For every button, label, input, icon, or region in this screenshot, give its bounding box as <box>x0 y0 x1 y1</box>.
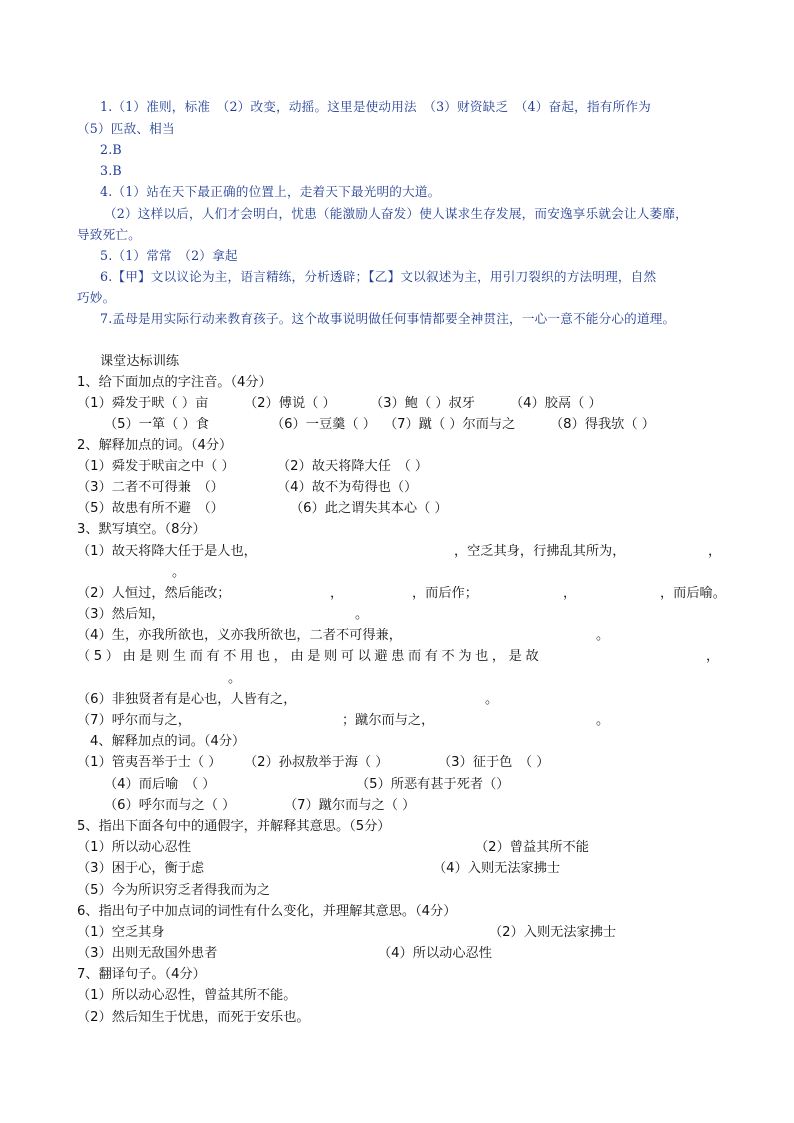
q4-item-4: （4）而后喻 （ ） <box>104 777 216 792</box>
q5-item-1: （1）所以动心忍性 <box>77 840 191 855</box>
q1-item-7: （7）蹴（ ）尔而与之 <box>384 417 516 432</box>
q3-2-text-d: ， <box>563 586 577 601</box>
q3-2-text-b: ， <box>330 586 344 601</box>
q1-item-3: （3）鲍（ ）叔牙 <box>370 396 475 411</box>
q4-item-7: （7）蹴尔而与之（ ） <box>284 798 416 813</box>
q6-item-3: （3）出则无敌国外患者 <box>77 946 218 961</box>
q2-item-3: （3）二者不可得兼 （） <box>77 480 224 495</box>
question-4-heading: 4、解释加点的词。（4分） <box>90 734 246 749</box>
answer-2: 2.B <box>100 142 122 157</box>
q3-1-text-d: 。 <box>172 565 186 580</box>
question-3-heading: 3、默写填空。（8分） <box>77 522 206 537</box>
q6-item-1: （1）空乏其身 <box>77 925 165 940</box>
answer-3: 3.B <box>100 163 122 178</box>
q1-item-1: （1）舜发于畎（ ）亩 <box>77 396 209 411</box>
question-5-heading: 5、指出下面各句中的通假字，并解释其意思。（5分） <box>77 819 391 834</box>
q2-item-4: （4）故不为苟得也（） <box>277 480 418 495</box>
q4-item-6: （6）呼尔而与之（ ） <box>104 798 236 813</box>
q3-1-text-a: （1）故天将降大任于是人也， <box>77 544 257 559</box>
q3-7-text-a: （7）呼尔而与之， <box>77 713 191 728</box>
q3-2-text-c: ，而后作； <box>412 586 478 601</box>
question-7-heading: 7、翻译句子。（4分） <box>77 967 206 982</box>
answer-5: 5.（1）常常 （2）拿起 <box>100 248 238 263</box>
q5-item-5: （5）今为所识穷乏者得我而为之 <box>77 883 271 898</box>
question-6-heading: 6、指出句子中加点词的词性有什么变化，并理解其意思。（4分） <box>77 904 457 919</box>
q5-item-3: （3）困于心，衡于虑 <box>77 861 205 876</box>
section-title: 课堂达标训练 <box>100 354 180 369</box>
q1-item-4: （4）胶鬲（ ） <box>510 396 602 411</box>
q7-item-2: （2）然后知生于忧患，而死于安乐也。 <box>77 1010 310 1025</box>
q3-3-text-a: （3）然后知， <box>77 607 165 622</box>
q3-6-text-b: 。 <box>485 692 499 707</box>
q1-item-6: （6）一豆羹（ ） <box>271 417 376 432</box>
q3-4-text-b: 。 <box>596 628 610 643</box>
q3-2-text-e: ，而后喻。 <box>660 586 726 601</box>
q1-item-2: （2）傅说（ ） <box>244 396 336 411</box>
q5-item-4: （4）入则无法家拂士 <box>433 861 561 876</box>
q6-item-2: （2）入则无法家拂士 <box>489 925 617 940</box>
question-1-heading: 1、给下面加点的字注音。（4分） <box>77 375 272 390</box>
q4-item-3: （3）征于色 （ ） <box>438 755 550 770</box>
answer-4-part2: （2）这样以后，人们才会明白，忧患（能激励人奋发）使人谋求生存发展，而安逸享乐就会让人萎靡， <box>104 206 688 221</box>
q3-4-text-a: （4）生，亦我所欲也，义亦我所欲也，二者不可得兼， <box>77 628 402 643</box>
q3-5-text-b: ， <box>706 649 720 664</box>
q7-item-1: （1）所以动心忍性，曾益其所不能。 <box>77 988 297 1003</box>
answer-4-cont: 导致死亡。 <box>77 227 141 242</box>
q2-item-2: （2）故天将降大任 （ ） <box>277 459 429 474</box>
answer-1-cont: （5）匹敌、相当 <box>77 121 175 136</box>
question-2-heading: 2、解释加点的词。（4分） <box>77 438 233 453</box>
q1-item-8: （8）得我欤（ ） <box>550 417 655 432</box>
q5-item-2: （2）曾益其所不能 <box>475 840 589 855</box>
q3-3-text-b: 。 <box>355 607 369 622</box>
q3-7-text-c: 。 <box>596 713 610 728</box>
answer-1: 1.（1）准则，标准 （2）改变，动摇。这里是使动用法 （3）财资缺乏 （4）奋起，指有所作为 <box>100 99 651 114</box>
q6-item-4: （4）所以动心忍性 <box>378 946 492 961</box>
q4-item-5: （5）所恶有甚于死者（） <box>356 777 510 792</box>
q3-6-text-a: （6）非独贤者有是心也，人皆有之， <box>77 692 297 707</box>
q4-item-1: （1）管夷吾举于士（ ） <box>77 755 222 770</box>
q2-item-6: （6）此之谓失其本心（ ） <box>290 501 448 516</box>
q3-5-text-a: （5）由是则生而有不用也，由是则可以避患而有不为也，是故 <box>77 649 543 664</box>
q3-2-text-a: （2）人恒过，然后能改； <box>77 586 231 601</box>
q4-item-2: （2）孙叔敖举于海（ ） <box>244 755 389 770</box>
q3-7-text-b: ；蹴尔而与之， <box>342 713 435 728</box>
answer-6-cont: 巧妙。 <box>77 290 116 305</box>
answer-7: 7.孟母是用实际行动来教育孩子。这个故事说明做任何事情都要全神贯注，一心一意不能分心的道理。 <box>100 311 676 326</box>
q3-5-text-c: 。 <box>228 671 242 686</box>
q3-1-text-c: ， <box>708 544 722 559</box>
q2-item-1: （1）舜发于畎亩之中（ ） <box>77 459 235 474</box>
q2-item-5: （5）故患有所不避 （） <box>77 501 224 516</box>
q3-1-text-b: ，空乏其身，行拂乱其所为， <box>454 544 626 559</box>
q1-item-5: （5）一箪（ ）食 <box>104 417 209 432</box>
answer-6: 6.【甲】文以议论为主，语言精练，分析透辟；【乙】文以叙述为主，用引刀裂织的方法明理，自然 <box>100 269 657 284</box>
answer-4: 4.（1）站在天下最正确的位置上，走着天下最光明的大道。 <box>100 184 441 199</box>
